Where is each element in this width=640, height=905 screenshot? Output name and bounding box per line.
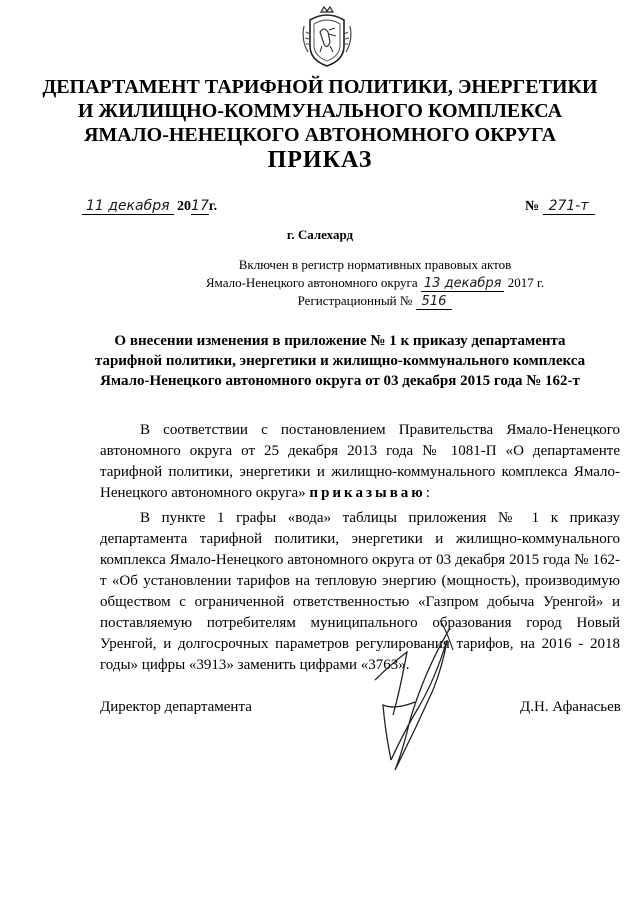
preamble-paragraph <box>100 420 620 504</box>
operative-text: В пункте 1 графы «вода» таблицы приложения № 1 к приказу департамента тарифной политики, энергетики и жилищно-коммунального комплекса Ямало-Ненецкого автономного округа от 03 декабря 2015 года № 162-т «Об установлении тарифов на тепловую энергию (мощность), производимую обществом с ограниченной ответственностью «Газпром добыча Уренгой» и поставляемую потребителям муниципального образования город Новый Уренгой, и долгосрочных параметров регулирования тарифов, на 2016 - 2018 годы» цифры «3913» заменить цифрами «3763». <box>100 510 620 673</box>
handwritten-signature <box>355 610 465 780</box>
date-day-month: 11 декабря <box>82 198 174 215</box>
order-title-line-1: О внесении изменения в приложение № 1 к приказу департамента <box>114 333 566 349</box>
department-header-line-2: И ЖИЛИЩНО-КОММУНАЛЬНОГО КОМПЛЕКСА <box>77 100 563 122</box>
registry-number-label: Регистрационный № <box>297 293 413 308</box>
date-year-prefix: 20 <box>177 199 192 214</box>
order-title-line-2: тарифной политики, энергетики и жилищно-коммунального комплекса <box>94 353 586 369</box>
signatory-name: Д.Н. Афанасьев <box>520 699 621 715</box>
registry-number: 516 <box>416 294 453 310</box>
registry-date: 13 декабря <box>421 276 505 292</box>
coat-of-arms-emblem <box>300 6 354 70</box>
registry-line-1: Включен в регистр нормативных правовых актов <box>238 257 512 272</box>
document-type-title: ПРИКАЗ <box>267 147 373 173</box>
registry-line-3 <box>150 292 600 311</box>
number-prefix: № <box>525 199 540 214</box>
signatory-position: Директор департамента <box>100 699 252 715</box>
preamble-end: : <box>425 485 430 501</box>
department-header-line-1: ДЕПАРТАМЕНТ ТАРИФНОЙ ПОЛИТИКИ, ЭНЕРГЕТИКИ <box>42 76 598 98</box>
registry-year: 2017 г. <box>507 275 545 290</box>
city: г. Салехард <box>286 227 354 242</box>
date-year-suffix: г. <box>208 199 218 214</box>
registry-line-2 <box>150 274 600 293</box>
order-date <box>82 198 217 215</box>
registry-line-2-prefix: Ямало-Ненецкого автономного округа <box>205 275 418 290</box>
order-title-line-3: Ямало-Ненецкого автономного округа от 03 декабря 2015 года № 162-т <box>100 373 580 389</box>
number-value: 271-т <box>543 198 595 215</box>
date-year: 17 <box>191 198 209 214</box>
preamble-text: В соответствии с постановлением Правительства Ямало-Ненецкого автономного округа от 25 декабря 2013 года № 1081-П «О департаменте тарифной политики, энергетики и жилищно-коммунального комплекса Ямало-Ненецкого автономного округа» <box>100 422 620 501</box>
department-header-line-3: ЯМАЛО-НЕНЕЦКОГО АВТОНОМНОГО ОКРУГА <box>83 124 557 146</box>
orders-keyword: приказываю <box>309 485 426 501</box>
order-number <box>525 198 595 215</box>
